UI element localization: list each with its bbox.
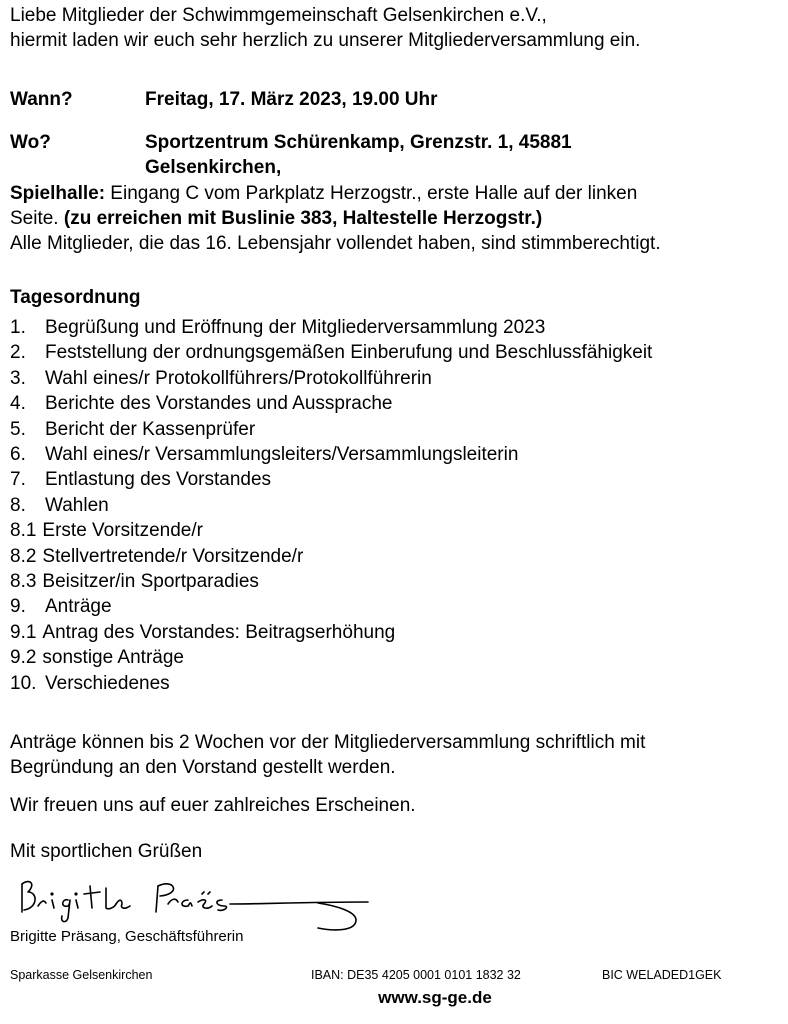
- motions-line-1: Anträge können bis 2 Wochen vor der Mitgliederversammlung schriftlich mit: [10, 732, 646, 753]
- hall-text-1: Eingang C vom Parkplatz Herzogstr., erste Halle auf der linken: [105, 183, 638, 204]
- closing-text: Wir freuen uns auf euer zahlreiches Erscheinen.: [10, 795, 416, 816]
- agenda-item-text: sonstige Anträge: [42, 647, 184, 669]
- agenda-item: [10, 671, 652, 696]
- when-label: Wann?: [10, 89, 73, 110]
- hall-line-1: [10, 182, 637, 206]
- agenda-item: [10, 442, 652, 467]
- agenda-item: [10, 594, 652, 619]
- motions-line-2: Begründung an den Vorstand gestellt werden.: [10, 757, 396, 778]
- hall-text-2: Seite.: [10, 208, 64, 229]
- agenda-subitem: [10, 569, 652, 594]
- agenda-item-text: Erste Vorsitzende/r: [42, 520, 203, 542]
- agenda-item-text: Wahl eines/r Versammlungsleiters/Versammlungsleiterin: [45, 444, 519, 466]
- agenda-item-number: 8.3: [10, 571, 37, 593]
- agenda-item-text: Wahl eines/r Protokollführers/Protokollführerin: [45, 367, 432, 389]
- agenda-item-number: 1.: [10, 317, 26, 338]
- agenda-item-number: 8.: [10, 494, 26, 516]
- agenda-item-number: 9.2: [10, 647, 37, 669]
- agenda-item-text: Begrüßung und Eröffnung der Mitgliederversammlung 2023: [45, 317, 546, 338]
- voting-rights: Alle Mitglieder, die das 16. Lebensjahr vollendet haben, sind stimmberechtigt.: [10, 233, 661, 254]
- agenda-item-number: 9.1: [10, 621, 37, 643]
- agenda-item-number: 2.: [10, 342, 26, 364]
- agenda-item-number: 7.: [10, 469, 26, 491]
- agenda-item-text: Bericht der Kassenprüfer: [45, 418, 256, 440]
- agenda-item-number: 6.: [10, 444, 26, 466]
- intro-line-1: Liebe Mitglieder der Schwimmgemeinschaft Gelsenkirchen e.V.,: [10, 5, 547, 26]
- agenda-item-text: Beisitzer/in Sportparadies: [42, 571, 259, 593]
- agenda-item-text: Stellvertretende/r Vorsitzende/r: [42, 545, 304, 567]
- footer-iban: IBAN: DE35 4205 0001 0101 1832 32: [311, 968, 521, 982]
- agenda-item: [10, 417, 652, 442]
- agenda-item-text: Berichte des Vorstandes und Aussprache: [45, 393, 393, 415]
- agenda-item-number: 5.: [10, 418, 26, 440]
- agenda-item: [10, 340, 652, 365]
- agenda-title: Tagesordnung: [10, 287, 141, 308]
- agenda-item-text: Antrag des Vorstandes: Beitragserhöhung: [42, 621, 396, 643]
- greeting-text: Mit sportlichen Grüßen: [10, 841, 203, 862]
- intro-line-2: hiermit laden wir euch sehr herzlich zu unserer Mitgliederversammlung ein.: [10, 30, 641, 51]
- signatory-name: Brigitte Präsang, Geschäftsführerin: [10, 928, 244, 945]
- hall-label: Spielhalle:: [10, 183, 106, 204]
- when-value: Freitag, 17. März 2023, 19.00 Uhr: [145, 89, 438, 110]
- agenda-subitem: [10, 620, 652, 645]
- agenda-item-number: 4.: [10, 393, 26, 415]
- agenda-item-number: 9.: [10, 596, 26, 618]
- agenda-item-number: 8.1: [10, 520, 37, 542]
- footer-bic: BIC WELADED1GEK: [602, 968, 722, 982]
- agenda-item: [10, 315, 652, 340]
- where-value-line-2: Gelsenkirchen,: [145, 157, 282, 178]
- agenda-item-text: Verschiedenes: [45, 672, 170, 694]
- agenda-item-number: 10.: [10, 672, 37, 694]
- where-value-line-1: Sportzentrum Schürenkamp, Grenzstr. 1, 45881: [145, 132, 572, 153]
- agenda-list: [10, 315, 652, 696]
- agenda-item-text: Wahlen: [45, 494, 109, 516]
- agenda-subitem: [10, 645, 652, 670]
- agenda-item-text: Entlastung des Vorstandes: [45, 469, 272, 491]
- agenda-item: [10, 493, 652, 518]
- footer-bank: Sparkasse Gelsenkirchen: [10, 968, 153, 982]
- agenda-item: [10, 366, 652, 391]
- agenda-item-number: 3.: [10, 367, 26, 389]
- footer-website: www.sg-ge.de: [378, 988, 492, 1007]
- bus-info: (zu erreichen mit Buslinie 383, Haltestelle Herzogstr.): [63, 208, 543, 229]
- hall-line-2: [10, 207, 542, 231]
- agenda-item-text: Feststellung der ordnungsgemäßen Einberufung und Beschlussfähigkeit: [45, 342, 653, 364]
- agenda-subitem: [10, 544, 652, 569]
- agenda-item: [10, 467, 652, 492]
- agenda-item: [10, 391, 652, 416]
- agenda-item-text: Anträge: [45, 596, 112, 618]
- agenda-subitem: [10, 518, 652, 543]
- where-label: Wo?: [10, 132, 51, 153]
- agenda-item-number: 8.2: [10, 545, 37, 567]
